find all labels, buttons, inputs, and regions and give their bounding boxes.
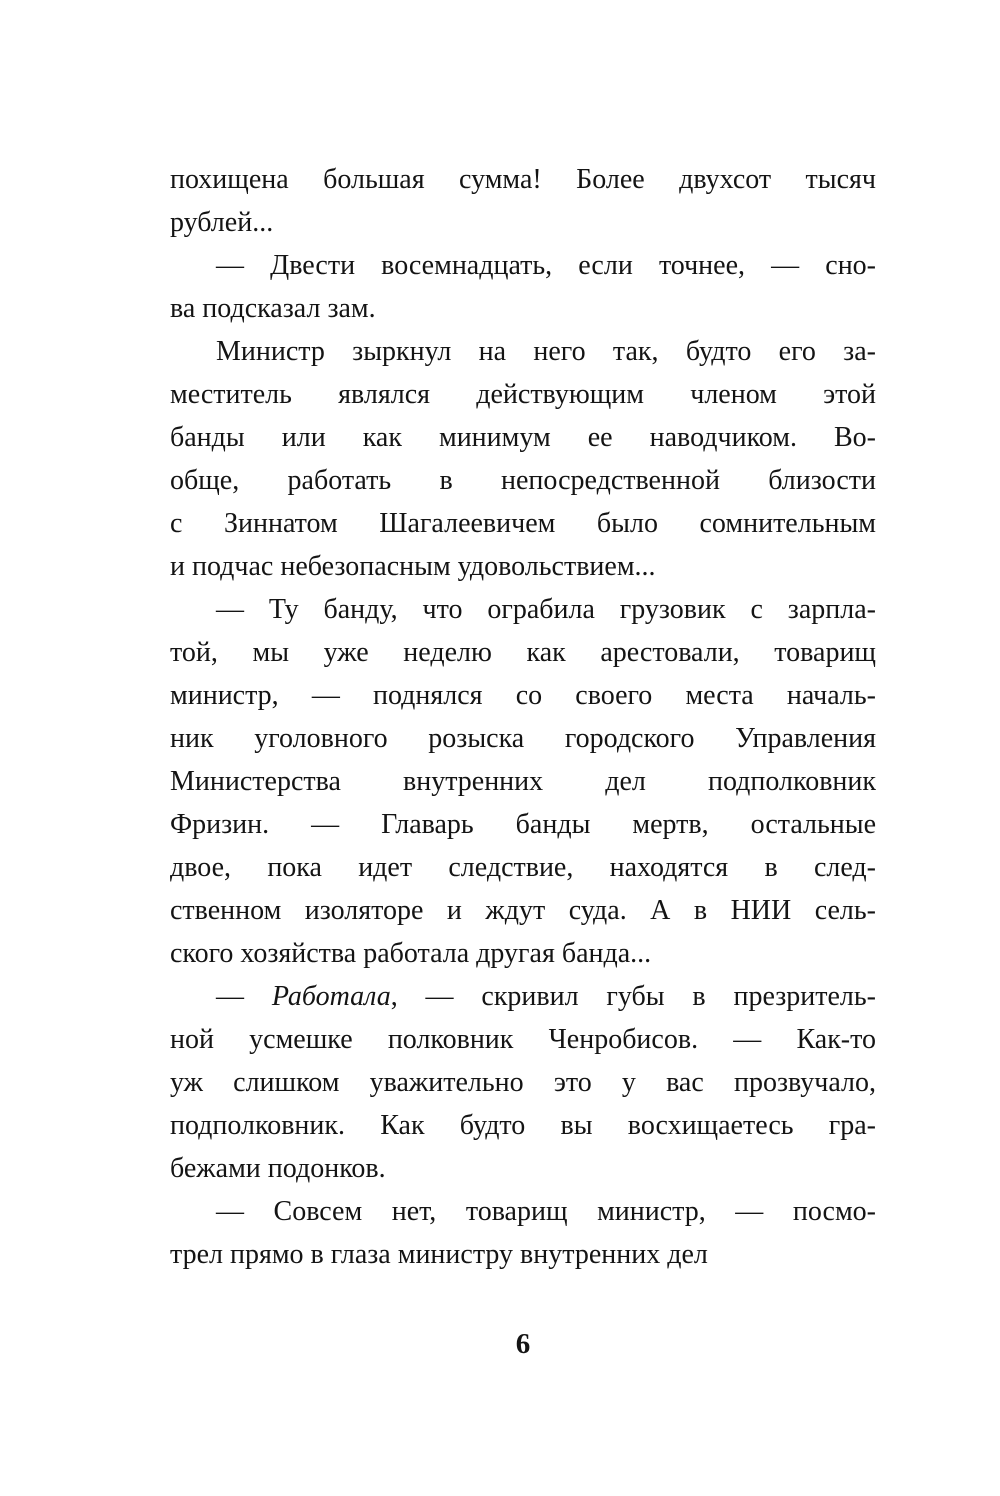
book-page: [170, 158, 876, 1360]
text-line: рублей...: [170, 207, 274, 238]
text-line: — Ту банду, что ограбила грузовик с зарпла-: [216, 594, 876, 625]
text-line: — Двести восемнадцать, если точнее, — сно-: [216, 250, 876, 281]
text-line: Министр зыркнул на него так, будто его за-: [216, 336, 876, 367]
text-line: Министерства внутренних дел подполковник: [170, 766, 876, 797]
text-line: министр, — поднялся со своего места началь-: [170, 680, 876, 711]
paragraph: [170, 588, 876, 975]
paragraph: [170, 330, 876, 588]
text-line: ского хозяйства работала другая банда...: [170, 938, 652, 969]
text-line: обще, работать в непосредственной близости: [170, 465, 876, 496]
paragraph: [170, 1190, 876, 1276]
text-line: ственном изоляторе и ждут суда. А в НИИ сель-: [170, 895, 876, 926]
paragraph: [170, 244, 876, 330]
text-line: — Совсем нет, товарищ министр, — посмо-: [216, 1196, 876, 1227]
text-line: ва подсказал зам.: [170, 293, 376, 324]
text-line: Фризин. — Главарь банды мертв, остальные: [170, 809, 876, 840]
text-line: банды или как минимум ее наводчиком. Во-: [170, 422, 876, 453]
page-text: [170, 158, 876, 1276]
text-line: уж слишком уважительно это у вас прозвучало,: [170, 1067, 876, 1098]
text-line: бежами подонков.: [170, 1153, 386, 1184]
page-number: 6: [515, 1328, 531, 1360]
text-line: и подчас небезопасным удовольствием...: [170, 551, 656, 582]
text-line: похищена большая сумма! Более двухсот тысяч: [170, 164, 876, 195]
text-line: трел прямо в глаза министру внутренних дел: [170, 1239, 708, 1270]
text-line: двое, пока идет следствие, находятся в след-: [170, 852, 876, 883]
text-line: подполковник. Как будто вы восхищаетесь гра-: [170, 1110, 876, 1141]
paragraph: [170, 975, 876, 1190]
text-line: ной усмешке полковник Ченробисов. — Как-то: [170, 1024, 876, 1055]
text-line: ник уголовного розыска городского Управления: [170, 723, 876, 754]
text-line: — Работала, — скривил губы в презритель-: [216, 981, 877, 1012]
text-line: меститель являлся действующим членом этой: [170, 379, 876, 410]
paragraph: [170, 158, 876, 244]
text-line: с Зиннатом Шагалеевичем было сомнительным: [170, 508, 876, 539]
text-line: той, мы уже неделю как арестовали, товарищ: [170, 637, 876, 668]
